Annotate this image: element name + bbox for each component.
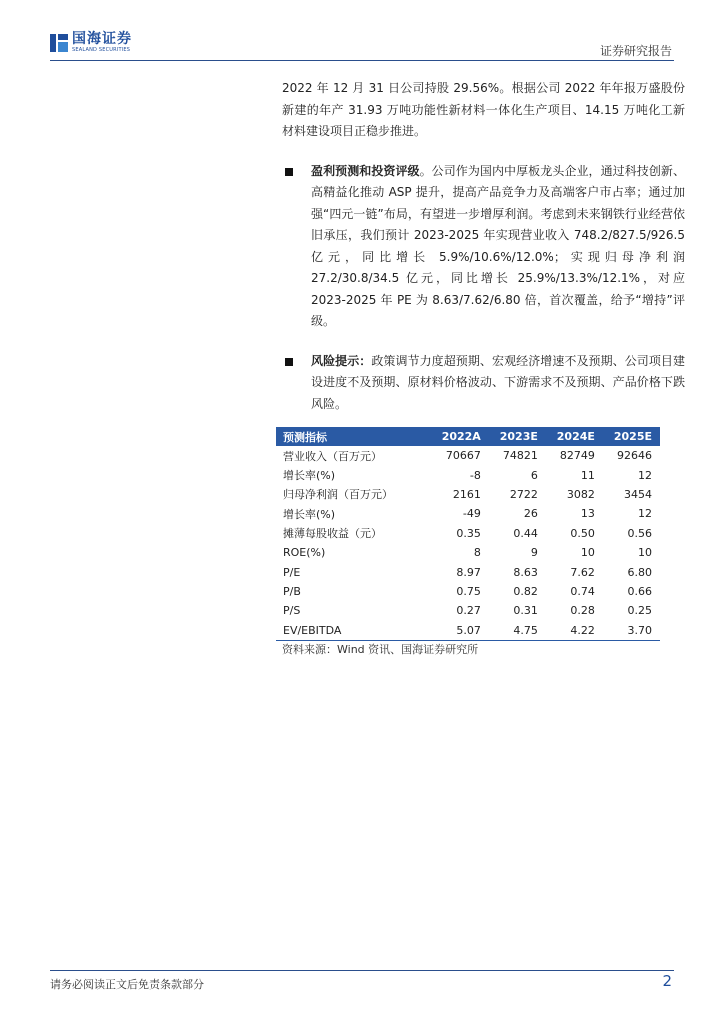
value-cell: 4.22 bbox=[546, 621, 603, 641]
company-logo bbox=[50, 32, 132, 53]
value-cell: 0.66 bbox=[627, 584, 652, 598]
value-cell: 13 bbox=[580, 507, 595, 521]
logo-name-en: SEALAND SECURITIES bbox=[72, 47, 131, 53]
value-cell: 8 bbox=[473, 546, 481, 560]
value-cell: 4.75 bbox=[489, 621, 546, 641]
forecast-table bbox=[276, 427, 660, 641]
value-cell: 8.97 bbox=[456, 565, 481, 579]
value-cell: 0.28 bbox=[570, 604, 595, 618]
table-row bbox=[276, 465, 660, 484]
forecast-paragraph bbox=[311, 161, 685, 333]
page-number: 2 bbox=[662, 972, 672, 990]
value-cell: 12 bbox=[638, 468, 652, 482]
value-cell: 92646 bbox=[617, 449, 652, 463]
value-cell: 10 bbox=[580, 546, 595, 560]
row-label-cell: EV/EBITDA bbox=[276, 621, 431, 641]
table-row bbox=[276, 562, 660, 581]
risk-body: 政策调节力度超预期、宏观经济增速不及预期、公司项目建设进度不及预期、原材料价格波动、下游需求不及预期、产品价格下跌风险。 bbox=[311, 353, 685, 411]
table-row bbox=[276, 543, 660, 562]
table-row bbox=[276, 582, 660, 601]
table-source-note: 资料来源：Wind 资讯、国海证券研究所 bbox=[282, 643, 479, 656]
row-label-cell: P/S bbox=[283, 604, 301, 618]
risk-bullet bbox=[282, 351, 685, 416]
value-cell: 0.50 bbox=[570, 526, 595, 540]
value-cell: 70667 bbox=[445, 449, 481, 463]
table-row bbox=[276, 504, 660, 523]
forecast-heading: 盈利预测和投资评级 bbox=[311, 163, 420, 178]
table-header-row bbox=[276, 427, 660, 446]
value-cell: 3082 bbox=[566, 487, 595, 501]
value-cell: 0.27 bbox=[456, 604, 481, 618]
intro-paragraph: 2022 年 12 月 31 日公司持股 29.56%。根据公司 2022 年年报万盛股份新建的年产 31.93 万吨功能性新材料一体化生产项目、14.15 万吨化工新材料建设项目正稳步推进。 bbox=[282, 81, 685, 138]
table-header-cell: 2023E bbox=[489, 427, 546, 446]
risk-paragraph bbox=[311, 351, 685, 416]
value-cell: 26 bbox=[523, 507, 538, 521]
row-label-cell: P/E bbox=[283, 565, 301, 579]
table-row bbox=[276, 621, 660, 641]
value-cell: 10 bbox=[638, 546, 652, 560]
value-cell: 0.82 bbox=[513, 584, 538, 598]
value-cell: 3.70 bbox=[603, 621, 660, 641]
table-row bbox=[276, 601, 660, 620]
row-label-cell: ROE(%) bbox=[283, 546, 326, 560]
row-label-cell: 营业收入（百万元） bbox=[283, 449, 382, 463]
table-row bbox=[276, 524, 660, 543]
row-label-cell: 摊薄每股收益（元） bbox=[283, 527, 382, 541]
table-header-cell: 2022A bbox=[431, 427, 489, 446]
logo-mark-icon bbox=[50, 34, 68, 52]
value-cell: 0.44 bbox=[513, 526, 538, 540]
square-bullet-icon bbox=[285, 168, 293, 176]
value-cell: 0.35 bbox=[456, 526, 481, 540]
value-cell: 11 bbox=[580, 468, 595, 482]
value-cell: 3454 bbox=[624, 487, 652, 501]
value-cell: -8 bbox=[469, 468, 481, 482]
main-content bbox=[282, 78, 685, 433]
value-cell: 0.31 bbox=[513, 604, 538, 618]
table-header-cell: 预测指标 bbox=[276, 427, 431, 446]
row-label-cell: 增长率(%) bbox=[283, 469, 336, 483]
risk-heading: 风险提示： bbox=[311, 353, 372, 368]
value-cell: 0.75 bbox=[456, 584, 481, 598]
row-label-cell: 归母净利润（百万元） bbox=[283, 488, 393, 502]
footer-divider bbox=[50, 970, 674, 971]
value-cell: 0.56 bbox=[627, 526, 652, 540]
value-cell: 0.74 bbox=[570, 584, 595, 598]
value-cell: 7.62 bbox=[570, 565, 595, 579]
value-cell: 8.63 bbox=[513, 565, 538, 579]
forecast-body: 。公司作为国内中厚板龙头企业，通过科技创新、高精益化推动 ASP 提升，提高产品竞争力及高端客户市占率；通过加强“四元一链”布局，有望进一步增厚利润。考虑到未来钢铁行业经营依旧承压，我们预计 2023-2025 年实现营业收入 748.2/827.5/926.5 亿元，同比增长 5.9%/10.6%/12.0%；实现归母净利润 27.2/30.8/34.5 亿元，同比增长 25.9%/13.3%/12.1%，对应 2023-2025 年 PE 为 8.63/7.62/6.80 倍，首次覆盖，给予“增持”评级。 bbox=[311, 163, 685, 328]
value-cell: 9 bbox=[530, 546, 538, 560]
value-cell: 74821 bbox=[502, 449, 538, 463]
forecast-bullet bbox=[282, 161, 685, 333]
value-cell: 2161 bbox=[452, 487, 481, 501]
row-label-cell: 增长率(%) bbox=[283, 507, 336, 521]
value-cell: 12 bbox=[638, 507, 652, 521]
value-cell: 6 bbox=[530, 468, 538, 482]
value-cell: 0.25 bbox=[627, 604, 652, 618]
table-row bbox=[276, 446, 660, 465]
value-cell: 82749 bbox=[559, 449, 595, 463]
header-divider bbox=[50, 60, 674, 61]
value-cell: 2722 bbox=[509, 487, 538, 501]
logo-name-cn: 国海证券 bbox=[72, 31, 132, 47]
report-type-label: 证券研究报告 bbox=[599, 44, 672, 58]
value-cell: 6.80 bbox=[627, 565, 652, 579]
square-bullet-icon bbox=[285, 358, 293, 366]
table-header-cell: 2024E bbox=[546, 427, 603, 446]
value-cell: 5.07 bbox=[431, 621, 489, 641]
table-header-cell: 2025E bbox=[603, 427, 660, 446]
footer-disclaimer: 请务必阅读正文后免责条款部分 bbox=[50, 978, 204, 991]
row-label-cell: P/B bbox=[283, 584, 301, 598]
table-row bbox=[276, 485, 660, 504]
value-cell: -49 bbox=[462, 507, 481, 521]
